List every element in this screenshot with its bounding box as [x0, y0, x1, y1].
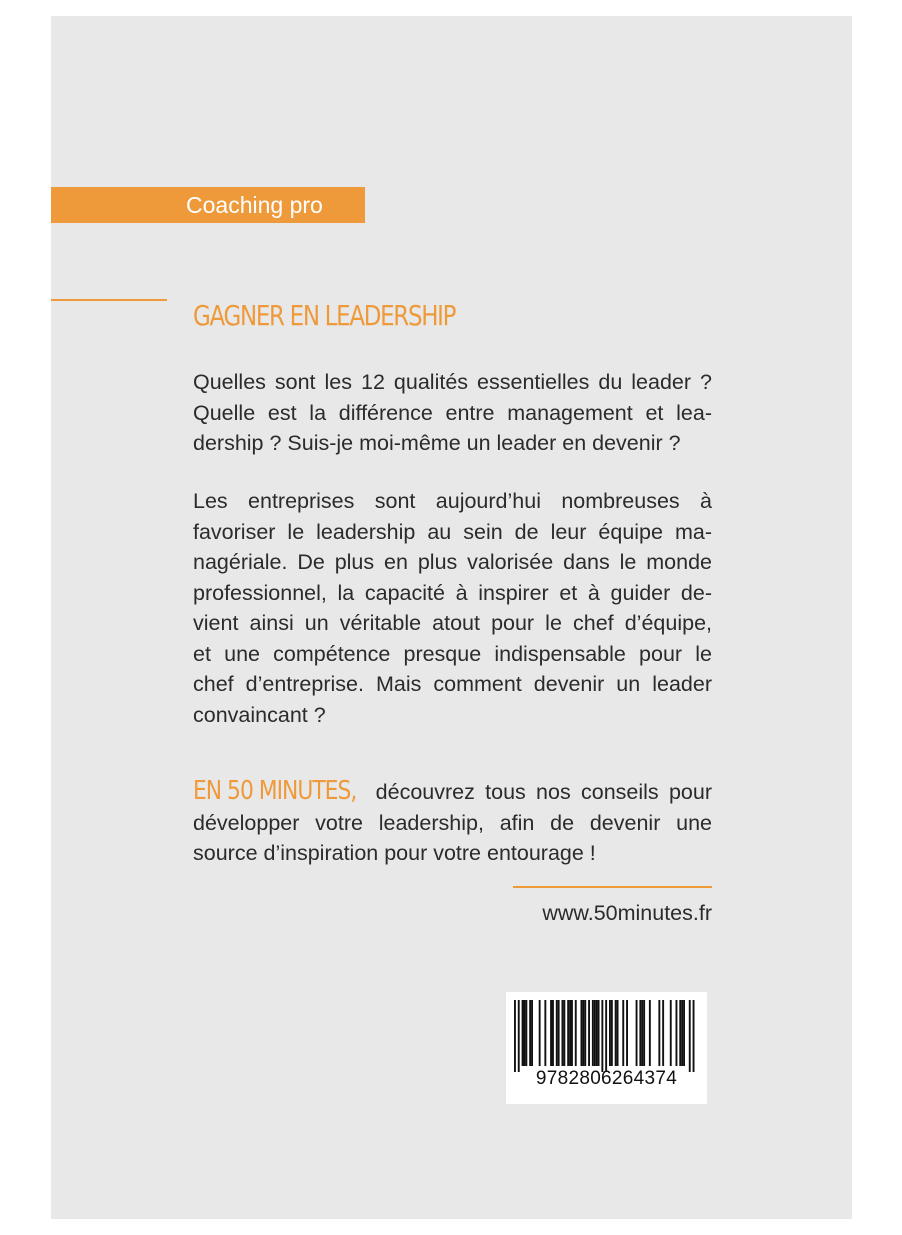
website-url: www.50minutes.fr [542, 901, 712, 925]
barcode-bar [596, 1000, 598, 1066]
barcode-bar [605, 1000, 607, 1072]
barcode-bar [676, 1000, 678, 1066]
barcode-bar [544, 1000, 546, 1066]
barcode-bar [556, 1000, 558, 1066]
barcode-bar [598, 1000, 600, 1066]
isbn-barcode [506, 992, 707, 1104]
paragraph-line: et une compétence presque indispensable pour le [193, 641, 712, 666]
highlight-en-50-minutes: EN 50 MINUTES, [193, 776, 357, 806]
title-rule [51, 299, 167, 301]
barcode-bar [514, 1000, 516, 1072]
barcode-bar [689, 1000, 691, 1072]
paragraph-line: source d’inspiration pour votre entourage ! [193, 841, 596, 865]
barcode-bar [670, 1000, 672, 1066]
barcode-bar [592, 1000, 594, 1066]
barcode-bar [594, 1000, 596, 1066]
barcode-bar [529, 1000, 531, 1066]
barcode-bar [558, 1000, 560, 1066]
paragraph-line: favoriser le leadership au sein de leur équipe ma- [193, 519, 712, 544]
barcode-bar [693, 1000, 695, 1072]
barcode-bar [636, 1000, 638, 1066]
highlight-line-rest: découvrez tous nos conseils pour [375, 780, 712, 804]
paragraph-line: Quelle est la différence entre management et lea- [193, 400, 712, 425]
promise-paragraph [193, 776, 712, 869]
barcode-bar [662, 1000, 664, 1066]
barcode-bar [569, 1000, 571, 1066]
barcode-bar [626, 1000, 628, 1066]
paragraph-line [193, 776, 712, 808]
barcode-bar [522, 1000, 524, 1066]
barcode-bar [658, 1000, 660, 1066]
paragraph-line: vient ainsi un véritable atout pour le chef d’équipe, [193, 611, 712, 635]
barcode-bar [582, 1000, 584, 1066]
barcode-bar [679, 1000, 681, 1066]
paragraph-line: nagériale. De plus en plus valorisée dans le monde [193, 550, 712, 574]
barcode-bar [639, 1000, 641, 1066]
paragraph-line: développer votre leadership, afin de devenir une [193, 810, 712, 835]
barcode-bar [567, 1000, 569, 1066]
barcode-bar [609, 1000, 611, 1066]
barcode-bar [575, 1000, 577, 1066]
barcode-bar [571, 1000, 573, 1066]
barcode-bar [563, 1000, 565, 1066]
paragraph-line: Quelles sont les 12 qualités essentielles du leader ? [193, 370, 712, 394]
barcode-bar [562, 1000, 564, 1066]
category-tag: Coaching pro [51, 187, 365, 223]
barcode-bar [581, 1000, 583, 1066]
website-rule [513, 886, 712, 888]
barcode-bar [643, 1000, 645, 1066]
barcode-bar [649, 1000, 651, 1066]
barcode-bar [611, 1000, 613, 1066]
barcode-bar [584, 1000, 586, 1066]
book-title-heading: GAGNER EN LEADERSHIP [193, 299, 456, 332]
barcode-bar [550, 1000, 552, 1066]
paragraph-line: chef d’entreprise. Mais comment devenir un leader [193, 672, 712, 696]
barcode-bar [617, 1000, 619, 1066]
description-paragraph [193, 486, 712, 730]
barcode-bar [683, 1000, 685, 1066]
barcode-bar [518, 1000, 520, 1072]
barcode-bar [539, 1000, 541, 1066]
barcode-bar [531, 1000, 533, 1066]
barcode-bar [601, 1000, 603, 1072]
barcode-bar [588, 1000, 590, 1066]
paragraph-line: convaincant ? [193, 702, 326, 727]
barcode-bar [615, 1000, 617, 1066]
paragraph-line: dership ? Suis-je moi-même un leader en devenir ? [193, 431, 681, 455]
barcode-bar [524, 1000, 526, 1066]
paragraph-line: professionnel, la capacité à inspirer et à guider de- [193, 580, 712, 605]
intro-questions-paragraph [193, 367, 712, 459]
barcode-bar [681, 1000, 683, 1066]
barcode-bar [552, 1000, 554, 1066]
paragraph-line: Les entreprises sont aujourd’hui nombreuses à [193, 489, 712, 513]
barcode-bar [622, 1000, 624, 1066]
barcode-bar [525, 1000, 527, 1066]
isbn-number: 9782806264374 [535, 1068, 678, 1089]
barcode-bar [641, 1000, 643, 1066]
